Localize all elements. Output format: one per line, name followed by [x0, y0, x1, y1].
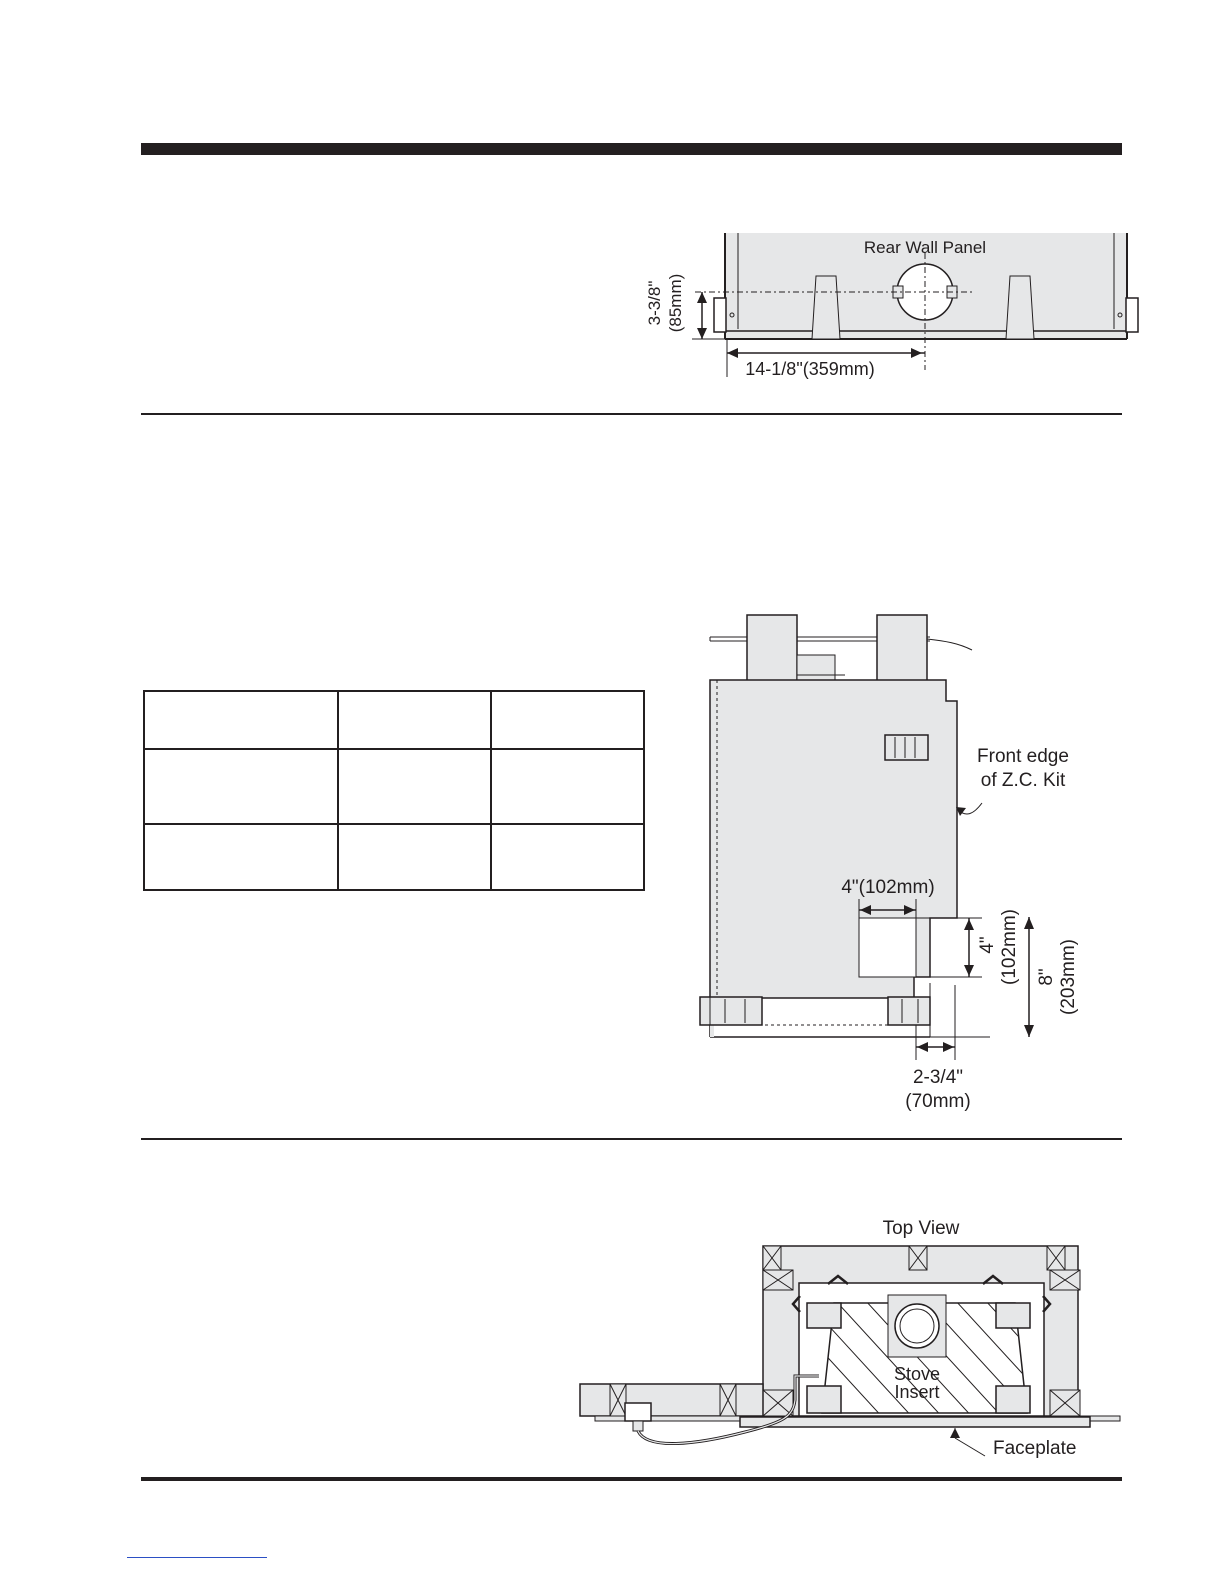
spec-table	[143, 690, 645, 891]
dim-offset-in: 2-3/4"	[912, 1067, 964, 1088]
footer-rule	[141, 1477, 1122, 1481]
flue-collar	[895, 1304, 939, 1348]
link-underline[interactable]	[127, 1557, 267, 1558]
top-view-label: Top View	[882, 1218, 960, 1239]
dim-height-in: 4"	[977, 936, 998, 954]
dim-width: 4"(102mm)	[841, 877, 935, 898]
rear-wall-panel-label: Rear Wall Panel	[863, 238, 987, 257]
table-cell	[338, 691, 491, 749]
table-cell	[144, 824, 338, 890]
table-cell	[338, 824, 491, 890]
stove-label-2: Insert	[894, 1382, 940, 1402]
insert-body	[710, 680, 957, 998]
cutout-opening	[859, 918, 916, 977]
front-edge-label-2: of Z.C. Kit	[980, 770, 1066, 791]
front-edge-label-1: Front edge	[977, 746, 1069, 767]
table-cell	[144, 749, 338, 824]
side-clearance-figure	[690, 605, 1110, 1115]
table-cell	[144, 691, 338, 749]
stove-label-1: Stove	[893, 1364, 941, 1384]
dim-vertical-in: 3-3/8"	[645, 280, 664, 326]
faceplate-label: Faceplate	[993, 1438, 1077, 1459]
dim-height-mm: (102mm)	[999, 908, 1020, 986]
rear-wall-figure	[640, 225, 1150, 385]
header-rule	[141, 143, 1122, 155]
faceplate	[740, 1417, 1090, 1427]
section-divider-2	[141, 1138, 1122, 1140]
table-cell	[491, 824, 644, 890]
table-cell	[491, 691, 644, 749]
dim-offset-mm: (70mm)	[905, 1091, 971, 1112]
table-cell	[338, 749, 491, 824]
dim-vertical-mm: (85mm)	[666, 273, 685, 333]
dim-horizontal: 14-1/8"(359mm)	[745, 359, 875, 379]
dim-total-mm: (203mm)	[1058, 938, 1079, 1016]
dim-total-in: 8"	[1036, 968, 1057, 986]
section-divider-1	[141, 413, 1122, 415]
top-view-figure	[575, 1210, 1125, 1465]
table-cell	[491, 749, 644, 824]
